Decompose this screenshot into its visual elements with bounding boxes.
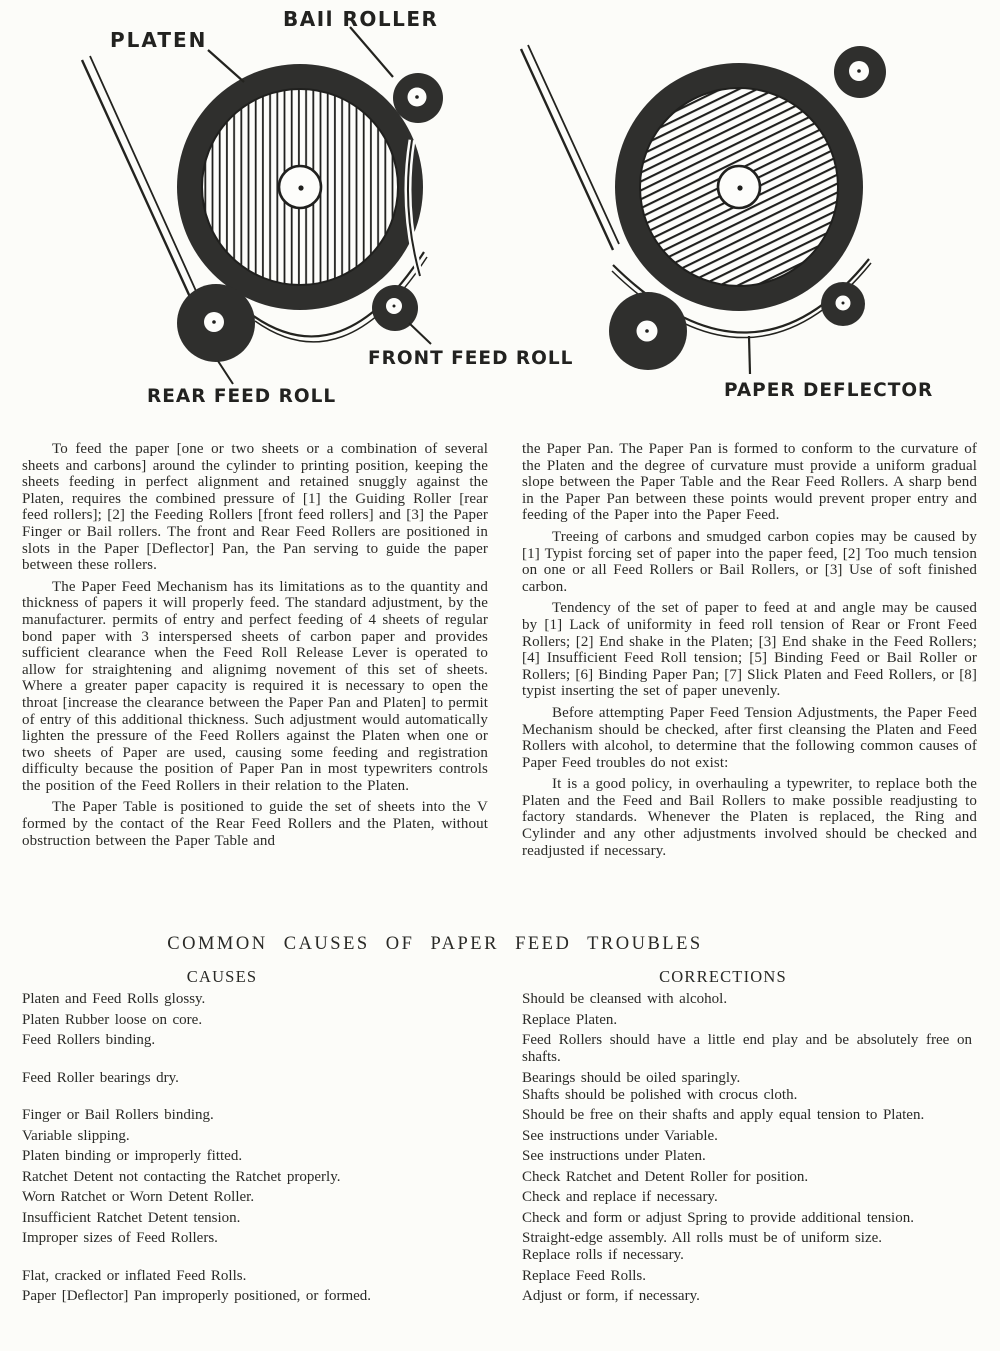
table-row (22, 1070, 978, 1104)
paragraph: The Paper Table is positioned to guide the set of sheets into the V formed by the contact of the Rear Feed Rollers and the Platen, without obstruction between the Paper Table and (22, 799, 488, 849)
front-feed-roll-label: FRONT FEED ROLL (368, 348, 574, 369)
rear-feed-roll-left (177, 284, 255, 362)
table-row (22, 1268, 978, 1285)
table-row (22, 1032, 978, 1066)
platen-label: PLATEN (110, 28, 208, 52)
table-row (22, 1288, 978, 1305)
correction-cell (522, 1070, 972, 1104)
table-row (22, 1107, 978, 1124)
correction-cell (522, 991, 972, 1008)
table-row (22, 1169, 978, 1186)
left-diagram (82, 7, 573, 407)
rear-feed-roll-label: REAR FEED ROLL (147, 386, 337, 407)
correction-cell (522, 1210, 972, 1227)
cause-cell: Feed Rollers binding. (22, 1032, 156, 1048)
correction-cell (522, 1288, 972, 1305)
paragraph: To feed the paper [one or two sheets or a combination of several sheets and carbons] around the cylinder to printing position, keeping the sheets feeding in perfect alignment and retained snuggly against the Platen, requires the combined pressure of [1] the Guiding Roller [rear feed rollers]; [2] the Feeding Rollers [front feed rollers] and [3] the Paper Finger or Bail rollers. The front and Rear Feed Rollers are positioned in slots in the Paper [Deflector] Pan, the Pan serving to guide the paper between these rollers. (22, 441, 488, 574)
platen-right (615, 63, 863, 311)
paragraph: It is a good policy, in overhauling a typewriter, to replace both the Platen and the Feed and Bail Rollers to make possible readjusting to factory standards. Whenever the Platen is replaced, the Ring and Cylinder and any other adjustments involved should be checked and readjusted if necessary. (522, 776, 977, 859)
correction-line: Straight-edge assembly. All rolls must be of uniform size. (522, 1230, 883, 1246)
rear-feed-roll-right (609, 292, 687, 370)
cause-cell: Variable slipping. (22, 1127, 130, 1144)
correction-line: Bearings should be oiled sparingly. (522, 1069, 741, 1086)
correction-cell (522, 1268, 972, 1285)
correction-cell (522, 1189, 972, 1206)
cause-cell: Platen and Feed Rolls glossy. (22, 991, 206, 1007)
correction-line: Shafts should be polished with crocus cloth. (522, 1086, 798, 1103)
correction-cell (522, 1169, 972, 1186)
paper-deflector-label: PAPER DEFLECTOR (724, 380, 934, 401)
paragraph: Before attempting Paper Feed Tension Adjustments, the Paper Feed Mechanism should be checked, after first cleansing the Platen and Feed Rollers with alcohol, to determine that the following common causes of Paper Feed troubles do not exist: (522, 704, 977, 771)
front-feed-roll-leader-line (409, 323, 431, 344)
cause-cell: Platen Rubber loose on core. (22, 1011, 203, 1028)
table-row (22, 1189, 978, 1206)
correction-line: Feed Rollers should have a little end play and be absolutely free on shafts. (522, 1032, 972, 1065)
correction-line: Replace Platen. (522, 1011, 618, 1028)
paragraph: Treeing of carbons and smudged carbon copies may be caused by [1] Typist forcing set of paper into the paper feed, [2] Too much tension on one or all Feed Rollers or Bail Rollers, or [3] Use of soft finished carbon. (522, 528, 977, 595)
cause-cell: Finger or Bail Rollers binding. (22, 1107, 214, 1123)
corrections-header: CORRECTIONS (659, 967, 787, 986)
cause-cell: Platen binding or improperly fitted. (22, 1148, 243, 1164)
platen-diagrams (0, 0, 1000, 432)
table-row (22, 991, 978, 1008)
cause-cell: Worn Ratchet or Worn Detent Roller. (22, 1189, 255, 1205)
correction-line: Should be cleansed with alcohol. (522, 991, 728, 1007)
causes-header: CAUSES (186, 967, 258, 986)
platen-hub-left (279, 166, 321, 208)
right-diagram (521, 45, 933, 401)
correction-line: See instructions under Platen. (522, 1148, 706, 1164)
cause-cell: Flat, cracked or inflated Feed Rolls. (22, 1267, 247, 1284)
correction-cell (522, 1230, 972, 1264)
correction-line: Should be free on their shafts and apply equal tension to Platen. (522, 1107, 925, 1123)
correction-cell (522, 1012, 972, 1029)
correction-line: Replace rolls if necessary. (522, 1247, 684, 1263)
correction-cell (522, 1148, 972, 1165)
table-row (22, 1230, 978, 1264)
rear-feed-roll-leader-line (218, 361, 233, 384)
table-row (22, 1012, 978, 1029)
paper-deflector-leader-line (749, 336, 750, 374)
table-row (22, 1128, 978, 1145)
right-column (522, 441, 977, 864)
bail-roller-left (393, 73, 443, 123)
cause-cell: Improper sizes of Feed Rollers. (22, 1230, 218, 1246)
bail-roller-label: BAIl ROLLER (283, 7, 439, 31)
left-column (22, 441, 488, 854)
figures (0, 0, 1000, 432)
paragraph: Tendency of the set of paper to feed at and angle may be caused by [1] Lack of uniformity in feed roll tension of Rear or Front Feed Rollers; [2] End shake in the Platen; [3] End shake in the Feed Rollers; [4] Insufficient Feed Roll tension; [5] Binding Feed or Bail Roller or Rollers; [6] Binding Paper Pan; [7] Slick Platen and Feed Rollers, or [8] typist inserting the set of paper unevenly. (522, 600, 977, 700)
correction-line: Check and form or adjust Spring to provide additional tension. (522, 1209, 914, 1226)
bail-roller-right (834, 46, 886, 98)
correction-line: Check Ratchet and Detent Roller for position. (522, 1168, 809, 1185)
paragraph: the Paper Pan. The Paper Pan is formed to conform to the curvature of the Platen and the degree of curvature must provide a uniform gradual slope between the Paper Table and the Rear Feed Rollers. A sharp bend in the Paper Pan between these points would prevent proper entry and feeding of the Paper into the Paper Feed. (522, 441, 977, 524)
troubles-table (22, 991, 978, 1309)
front-feed-roll-right (821, 282, 865, 326)
correction-line: Check and replace if necessary. (522, 1189, 718, 1205)
table-row (22, 1210, 978, 1227)
table-row (22, 1148, 978, 1165)
correction-cell (522, 1128, 972, 1145)
bail-roller-leader-line (350, 27, 393, 77)
correction-line: See instructions under Variable. (522, 1127, 718, 1144)
paragraph: The Paper Feed Mechanism has its limitations as to the quantity and thickness of papers it will properly feed. The standard adjustment, by the manufacturer. permits of entry and perfect feeding of 4 sheets of regular bond paper with 3 interspersed sheets of carbon paper and provides sufficient clearance when the Feed Roll Release Lever is operated to allow for straightening and alignimg novement of this set of sheets. Where a greater paper capacity is required it is necessary to open the throat [increase the clearance between the Paper Pan and Platen] to permit of entry of this additional thickness. Such adjustment would automatically lighten the pressure of the Feed Rollers against the Platen when one or two sheets of Paper are used, causing some feeding and registration difficulty because the position of Paper Pan in most typewriters controls the position of the Feed Rollers in their relation to the Platen. (22, 578, 488, 794)
cause-cell: Ratchet Detent not contacting the Ratchet properly. (22, 1168, 341, 1185)
cause-cell: Insufficient Ratchet Detent tension. (22, 1209, 241, 1226)
platen-leader-line (208, 50, 244, 82)
troubles-table-title: COMMON CAUSES OF PAPER FEED TROUBLES (167, 934, 703, 954)
cause-cell: Paper [Deflector] Pan improperly positioned, or formed. (22, 1288, 372, 1304)
correction-line: Replace Feed Rolls. (522, 1267, 646, 1284)
correction-line: Adjust or form, if necessary. (522, 1288, 700, 1304)
correction-cell (522, 1107, 972, 1124)
paper-table-lines-right (521, 45, 619, 250)
correction-cell (522, 1032, 972, 1066)
cause-cell: Feed Roller bearings dry. (22, 1069, 179, 1086)
